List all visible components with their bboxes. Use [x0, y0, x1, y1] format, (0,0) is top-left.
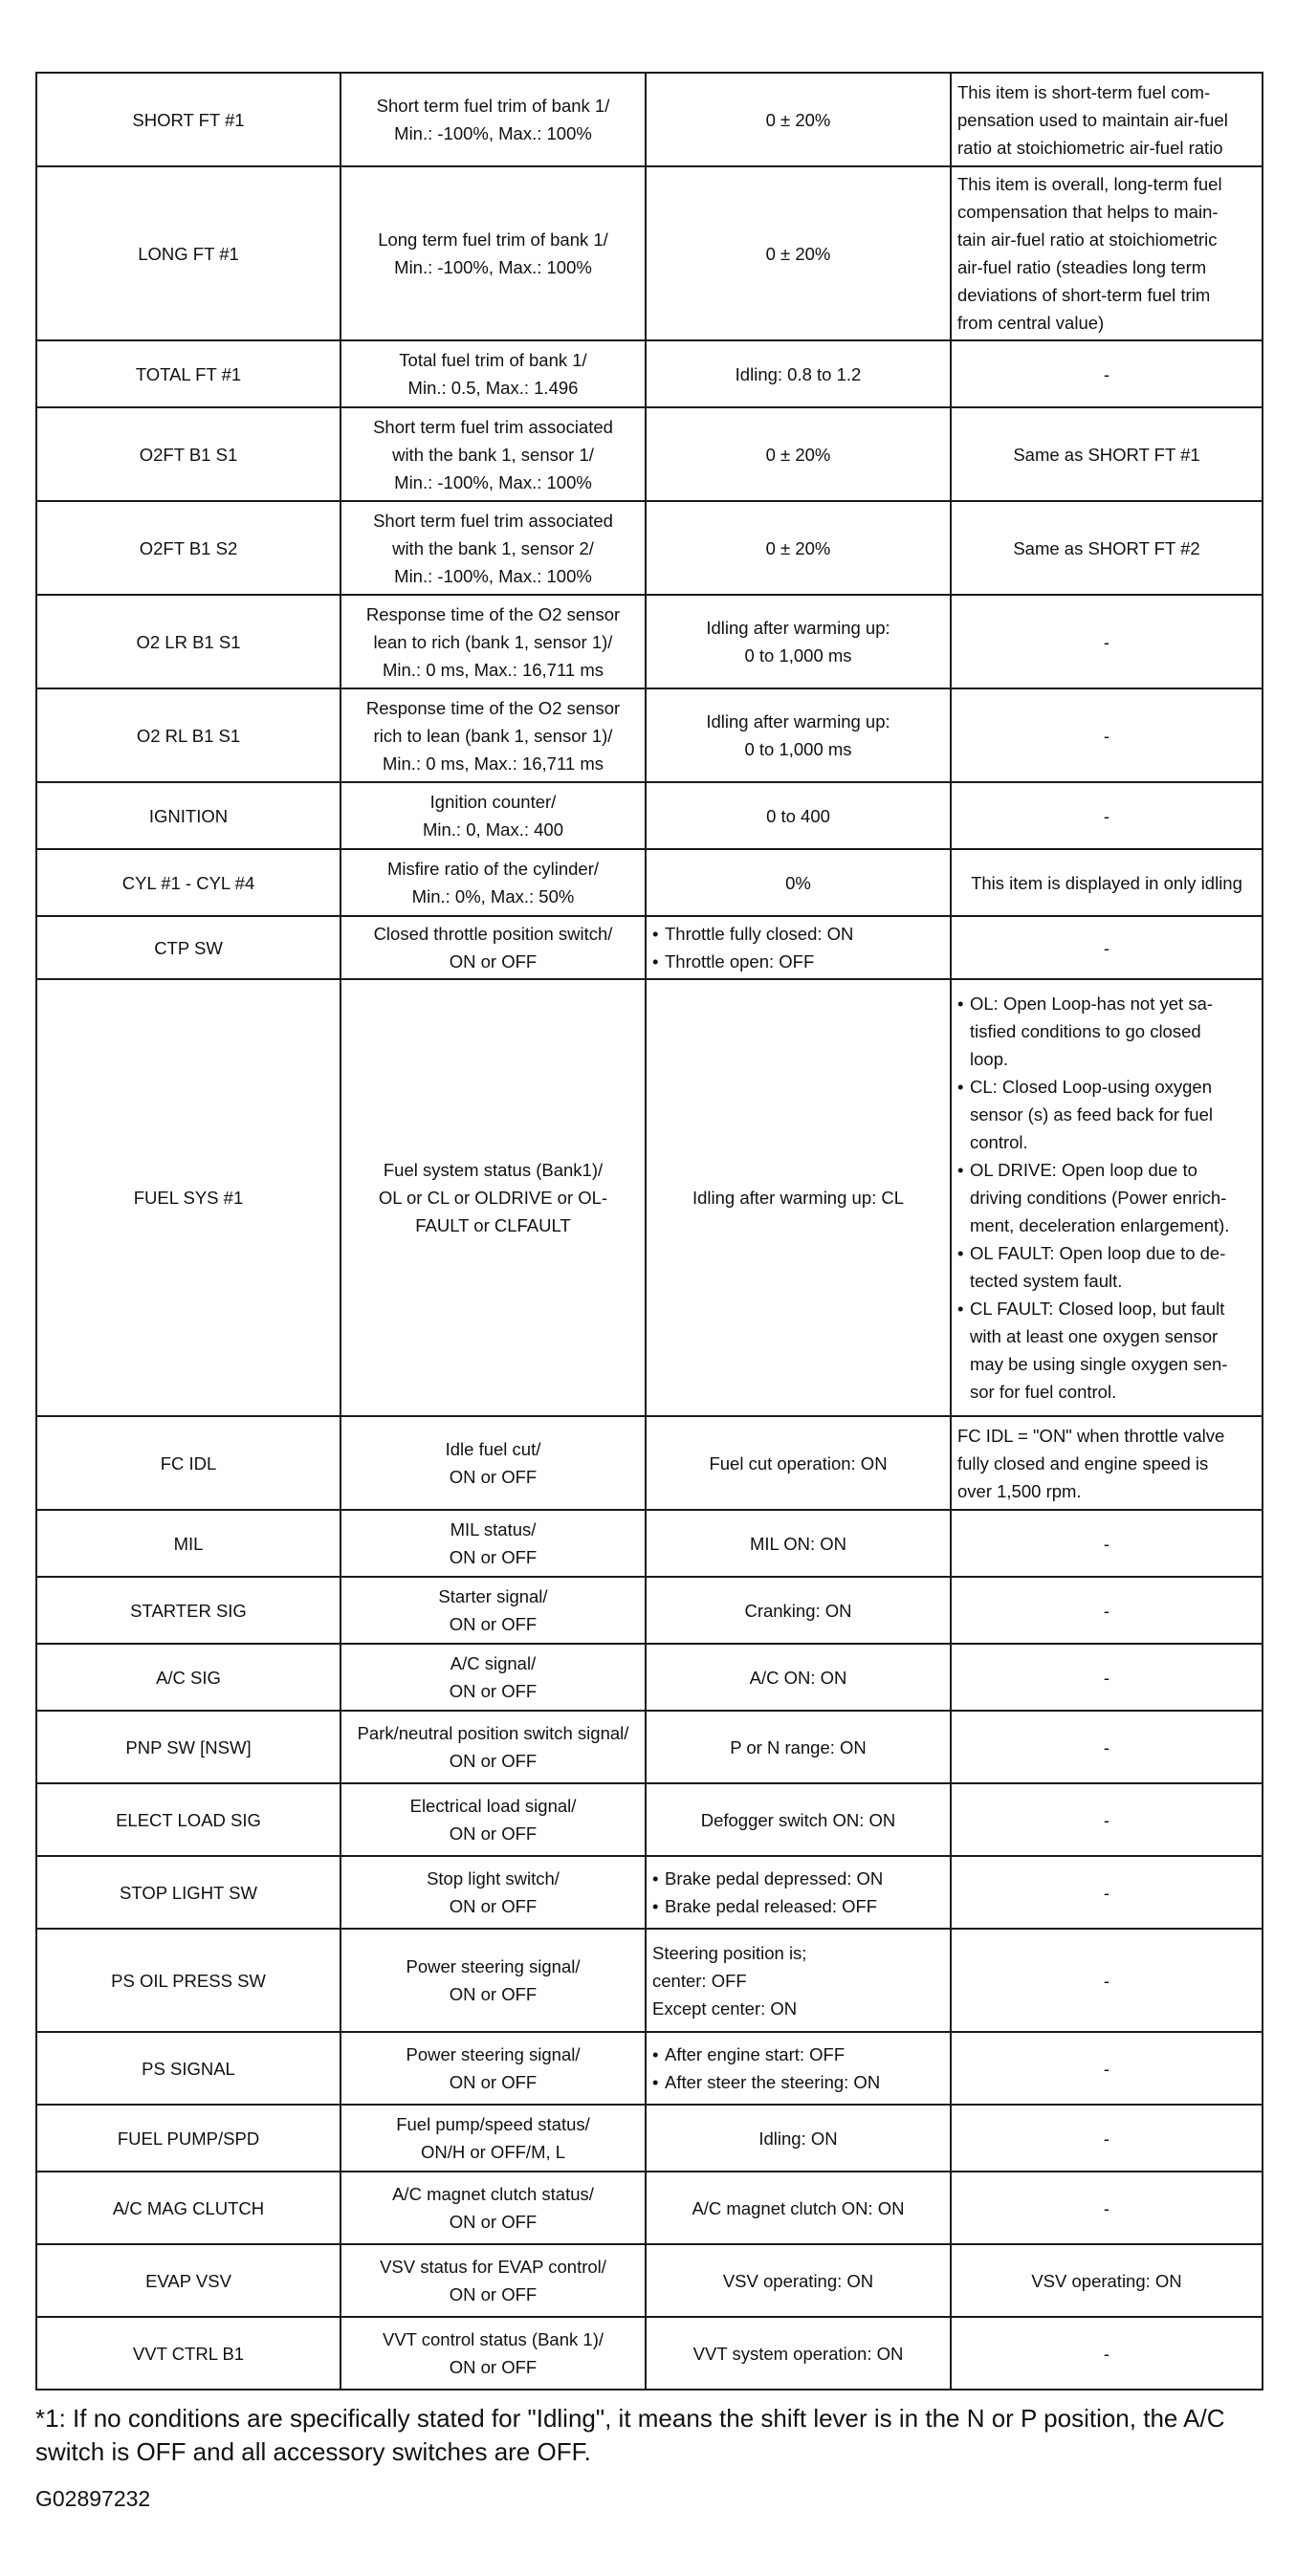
diagnostic-note-cell: [951, 782, 1263, 849]
normal-condition-line: Cranking: ON: [744, 1600, 852, 1621]
measurement-range-cell: [340, 782, 646, 849]
measurement-range-line: A/C signal/: [450, 1653, 537, 1673]
diagnostic-note-line: -: [1103, 631, 1110, 652]
normal-condition-cell: [646, 979, 951, 1416]
normal-condition-cell: [646, 2172, 951, 2244]
diagnostic-note-line: • CL: Closed Loop-using oxygen: [970, 1077, 1212, 1097]
data-list-table: [35, 72, 1263, 2390]
diagnostic-note-line: -: [1103, 2197, 1110, 2218]
measurement-range-line: Long term fuel trim of bank 1/: [378, 229, 608, 250]
table-row: [36, 2105, 1263, 2172]
normal-condition-line: 0 ± 20%: [765, 243, 831, 264]
normal-condition-cell: [646, 73, 951, 166]
measurement-range-line: ON or OFF: [449, 1751, 538, 1771]
item-name-cell: CTP SW: [36, 916, 340, 979]
measurement-range-cell: [340, 2172, 646, 2244]
measurement-range-cell: [340, 1577, 646, 1644]
normal-condition-line: VSV operating: ON: [722, 2270, 874, 2291]
item-name-cell: LONG FT #1: [36, 166, 340, 340]
table-row: [36, 501, 1263, 595]
item-name-cell: EVAP VSV: [36, 2244, 340, 2317]
diagnostic-note-line: tisfied conditions to go closed: [970, 1021, 1201, 1041]
measurement-range-cell: [340, 73, 646, 166]
item-name-cell: FUEL PUMP/SPD: [36, 2105, 340, 2172]
normal-condition-cell: [646, 595, 951, 688]
normal-condition-line: VVT system operation: ON: [692, 2343, 904, 2364]
diagnostic-note-cell: [951, 2244, 1263, 2317]
item-name-cell: FUEL SYS #1: [36, 979, 340, 1416]
diagnostic-note-line: -: [1103, 1809, 1110, 1830]
measurement-range-line: Electrical load signal/: [409, 1796, 577, 1816]
measurement-range-line: Min.: 0.5, Max.: 1.496: [407, 378, 579, 398]
footnote-line: *1: If no conditions are specifically stated for "Idling", it means the shift lever is in the N or P position, the A/C: [35, 2404, 1225, 2433]
measurement-range-line: A/C magnet clutch status/: [392, 2184, 594, 2204]
diagnostic-note-bullet: [957, 1295, 1256, 1406]
diagnostic-note-line: may be using single oxygen sen-: [970, 1354, 1228, 1374]
measurement-range-cell: [340, 595, 646, 688]
diagnostic-note-line: -: [1103, 1970, 1110, 1991]
measurement-range-line: Min.: -100%, Max.: 100%: [394, 471, 592, 492]
measurement-range-cell: [340, 1510, 646, 1577]
item-name-cell: TOTAL FT #1: [36, 340, 340, 407]
measurement-range-cell: [340, 1711, 646, 1783]
diagnostic-note-line: -: [1103, 1736, 1110, 1757]
item-name-cell: PS SIGNAL: [36, 2032, 340, 2105]
normal-condition-cell: [646, 1577, 951, 1644]
measurement-range-line: Starter signal/: [438, 1586, 548, 1606]
measurement-range-line: Min.: 0%, Max.: 50%: [411, 886, 575, 906]
table-row: [36, 1929, 1263, 2032]
measurement-range-line: OL or CL or OLDRIVE or OL-: [378, 1188, 608, 1208]
measurement-range-line: ON or OFF: [449, 1547, 538, 1567]
normal-condition-line: MIL ON: ON: [749, 1533, 847, 1554]
normal-condition-bullet: • Brake pedal released: OFF: [652, 1892, 944, 1920]
diagnostic-note-line: -: [1103, 2343, 1110, 2364]
measurement-range-cell: [340, 2244, 646, 2317]
normal-condition-bullet-list: [652, 920, 944, 975]
normal-condition-cell: [646, 2244, 951, 2317]
diagnostic-note-cell: [951, 916, 1263, 979]
diagnostic-note-cell: [951, 166, 1263, 340]
normal-condition-line: 0 to 400: [766, 805, 830, 826]
measurement-range-cell: [340, 688, 646, 782]
diagnostic-note-bullet: [957, 1156, 1256, 1239]
diagnostic-note-line: -: [1103, 1533, 1110, 1554]
measurement-range-cell: [340, 916, 646, 979]
diagnostic-note-cell: [951, 73, 1263, 166]
measurement-range-line: Response time of the O2 sensor: [365, 603, 621, 624]
measurement-range-line: Misfire ratio of the cylinder/: [386, 859, 600, 879]
diagnostic-note-cell: [951, 849, 1263, 916]
measurement-range-line: Closed throttle position switch/: [373, 924, 613, 944]
diagnostic-note-line: over 1,500 rpm.: [957, 1480, 1082, 1501]
diagnostic-note-cell: [951, 2172, 1263, 2244]
measurement-range-line: Short term fuel trim associated: [373, 510, 613, 531]
footnote-line: switch is OFF and all accessory switches are OFF.: [35, 2437, 591, 2466]
measurement-range-line: Stop light switch/: [427, 1868, 560, 1888]
measurement-range-cell: [340, 340, 646, 407]
normal-condition-line: 0 to 1,000 ms: [744, 645, 852, 666]
diagnostic-note-line: -: [1103, 2128, 1110, 2149]
diagnostic-note-line: • OL DRIVE: Open loop due to: [970, 1160, 1197, 1180]
measurement-range-line: ON or OFF: [449, 2357, 538, 2377]
diagnostic-note-line: compensation that helps to main-: [957, 202, 1219, 222]
measurement-range-cell: [340, 1783, 646, 1856]
measurement-range-line: ON or OFF: [449, 2284, 538, 2304]
table-row: [36, 1856, 1263, 1929]
normal-condition-line: Idling after warming up:: [706, 711, 890, 731]
measurement-range-line: FAULT or CLFAULT: [415, 1215, 571, 1235]
diagnostic-note-cell: [951, 501, 1263, 595]
diagnostic-note-line: loop.: [970, 1049, 1009, 1069]
diagnostic-note-line: FC IDL = "ON" when throttle valve: [957, 1425, 1225, 1446]
normal-condition-cell: [646, 916, 951, 979]
diagnostic-note-cell: [951, 595, 1263, 688]
measurement-range-line: ON or OFF: [449, 1823, 538, 1844]
diagnostic-note-line: -: [1103, 937, 1110, 958]
item-name-cell: STOP LIGHT SW: [36, 1856, 340, 1929]
measurement-range-cell: [340, 1856, 646, 1929]
normal-condition-cell: [646, 340, 951, 407]
table-row: [36, 407, 1263, 501]
measurement-range-line: lean to rich (bank 1, sensor 1)/: [373, 631, 613, 652]
table-row: [36, 2317, 1263, 2390]
measurement-range-line: Response time of the O2 sensor: [365, 697, 621, 718]
diagnostic-note-cell: [951, 2032, 1263, 2105]
diagnostic-note-cell: [951, 2317, 1263, 2390]
diagnostic-note-line: fully closed and engine speed is: [957, 1452, 1209, 1474]
normal-condition-line: A/C magnet clutch ON: ON: [692, 2197, 905, 2218]
diagnostic-note-line: driving conditions (Power enrich-: [970, 1188, 1227, 1208]
diagnostic-note-line: sensor (s) as feed back for fuel: [970, 1104, 1213, 1124]
table-row: [36, 849, 1263, 916]
measurement-range-cell: [340, 2032, 646, 2105]
diagnostic-note-line: deviations of short-term fuel trim: [957, 285, 1211, 305]
normal-condition-cell: [646, 1510, 951, 1577]
item-name-cell: STARTER SIG: [36, 1577, 340, 1644]
normal-condition-cell: [646, 166, 951, 340]
measurement-range-cell: [340, 1416, 646, 1510]
diagnostic-note-line: pensation used to maintain air-fuel: [957, 109, 1228, 130]
normal-condition-bullet-list: [652, 1865, 944, 1920]
normal-condition-bullet: • After steer the steering: ON: [652, 2068, 944, 2096]
normal-condition-line: A/C ON: ON: [749, 1667, 847, 1688]
normal-condition-cell: [646, 688, 951, 782]
diagnostic-note-cell: [951, 979, 1263, 1416]
measurement-range-line: Min.: 0, Max.: 400: [422, 819, 564, 840]
normal-condition-line: 0 ± 20%: [765, 109, 831, 130]
table-row: [36, 1783, 1263, 1856]
item-name-cell: MIL: [36, 1510, 340, 1577]
diagnostic-note-line: -: [1103, 1667, 1110, 1688]
normal-condition-cell: [646, 849, 951, 916]
table-row: [36, 1711, 1263, 1783]
normal-condition-line: 0 ± 20%: [765, 444, 831, 465]
table-row: [36, 916, 1263, 979]
measurement-range-line: Min.: -100%, Max.: 100%: [394, 565, 592, 586]
table-row: [36, 1577, 1263, 1644]
diagnostic-note-line: VSV operating: ON: [1031, 2270, 1182, 2291]
normal-condition-line: 0 to 1,000 ms: [744, 739, 852, 759]
measurement-range-cell: [340, 166, 646, 340]
measurement-range-line: ON or OFF: [449, 2072, 538, 2092]
diagnostic-note-cell: [951, 2105, 1263, 2172]
item-name-cell: O2 LR B1 S1: [36, 595, 340, 688]
diagnostic-note-line: This item is short-term fuel com-: [957, 81, 1211, 102]
item-name-cell: IGNITION: [36, 782, 340, 849]
measurement-range-line: VVT control status (Bank 1)/: [382, 2329, 604, 2349]
table-row: [36, 340, 1263, 407]
measurement-range-cell: [340, 1644, 646, 1711]
normal-condition-cell: [646, 2032, 951, 2105]
measurement-range-line: Power steering signal/: [406, 1956, 581, 1976]
measurement-range-line: VSV status for EVAP control/: [380, 2257, 606, 2277]
diagnostic-note-line: ratio at stoichiometric air-fuel ratio: [957, 137, 1223, 158]
normal-condition-bullet: • After engine start: OFF: [652, 2041, 944, 2068]
diagnostic-note-line: -: [1103, 1600, 1110, 1621]
normal-condition-bullet-list: [652, 2041, 944, 2096]
normal-condition-line: Steering position is;: [652, 1942, 807, 1963]
item-name-cell: A/C SIG: [36, 1644, 340, 1711]
measurement-range-cell: [340, 407, 646, 501]
normal-condition-cell: [646, 2317, 951, 2390]
normal-condition-line: center: OFF: [652, 1970, 747, 1991]
normal-condition-cell: [646, 1783, 951, 1856]
normal-condition-cell: [646, 782, 951, 849]
normal-condition-line: 0%: [785, 872, 811, 893]
normal-condition-cell: [646, 2105, 951, 2172]
diagnostic-note-list: [957, 990, 1256, 1406]
normal-condition-line: Idling after warming up:: [706, 618, 890, 638]
normal-condition-line: Idling: ON: [758, 2128, 838, 2149]
measurement-range-cell: [340, 979, 646, 1416]
measurement-range-line: Fuel pump/speed status/: [396, 2114, 590, 2134]
item-name-cell: O2 RL B1 S1: [36, 688, 340, 782]
diagnostic-note-cell: [951, 1510, 1263, 1577]
table-row: [36, 782, 1263, 849]
diagnostic-note-line: Same as SHORT FT #1: [1013, 444, 1200, 465]
diagnostic-note-line: -: [1103, 805, 1110, 826]
diagnostic-note-cell: [951, 1711, 1263, 1783]
table-row: [36, 2032, 1263, 2105]
diagnostic-note-line: -: [1103, 725, 1110, 746]
diagnostic-note-line: This item is displayed in only idling: [971, 872, 1242, 893]
diagnostic-note-cell: [951, 1644, 1263, 1711]
figure-id: G02897232: [35, 2486, 151, 2511]
normal-condition-line: P or N range: ON: [730, 1736, 867, 1757]
normal-condition-bullet: • Brake pedal depressed: ON: [652, 1865, 944, 1892]
normal-condition-line: Except center: ON: [652, 1997, 798, 2019]
diagnostic-note-bullet: [957, 990, 1256, 1073]
diagnostic-note-line: -: [1103, 363, 1110, 384]
data-list-body: [36, 73, 1263, 2390]
table-row: [36, 1644, 1263, 1711]
diagnostic-note-cell: [951, 340, 1263, 407]
measurement-range-line: Min.: 0 ms, Max.: 16,711 ms: [383, 659, 604, 680]
item-name-cell: FC IDL: [36, 1416, 340, 1510]
diagnostic-note-line: • CL FAULT: Closed loop, but fault: [970, 1299, 1225, 1319]
diagnostic-note-bullet: [957, 1239, 1256, 1295]
measurement-range-line: Min.: -100%, Max.: 100%: [394, 123, 592, 143]
normal-condition-cell: [646, 1856, 951, 1929]
measurement-range-line: Fuel system status (Bank1)/: [383, 1160, 604, 1180]
measurement-range-line: ON or OFF: [449, 1614, 538, 1634]
measurement-range-line: Short term fuel trim of bank 1/: [376, 96, 610, 116]
diagnostic-note-line: air-fuel ratio (steadies long term: [957, 257, 1207, 277]
item-name-cell: O2FT B1 S1: [36, 407, 340, 501]
table-row: [36, 73, 1263, 166]
diagnostic-note-line: ment, deceleration enlargement).: [970, 1215, 1230, 1235]
table-row: [36, 595, 1263, 688]
measurement-range-line: rich to lean (bank 1, sensor 1)/: [373, 725, 613, 746]
item-name-cell: PS OIL PRESS SW: [36, 1929, 340, 2032]
diagnostic-note-cell: [951, 1416, 1263, 1510]
measurement-range-line: ON or OFF: [449, 951, 538, 971]
diagnostic-note-line: • OL FAULT: Open loop due to de-: [970, 1243, 1226, 1263]
measurement-range-line: Short term fuel trim associated: [373, 416, 613, 437]
diagnostic-note-cell: [951, 688, 1263, 782]
measurement-range-cell: [340, 2317, 646, 2390]
diagnostic-note-cell: [951, 1577, 1263, 1644]
item-name-cell: O2FT B1 S2: [36, 501, 340, 595]
measurement-range-line: Min.: 0 ms, Max.: 16,711 ms: [383, 753, 604, 774]
diagnostic-note-bullet: [957, 1073, 1256, 1156]
normal-condition-cell: [646, 1929, 951, 2032]
normal-condition-cell: [646, 1416, 951, 1510]
item-name-cell: A/C MAG CLUTCH: [36, 2172, 340, 2244]
measurement-range-line: with the bank 1, sensor 1/: [392, 444, 594, 465]
table-row: [36, 1416, 1263, 1510]
measurement-range-line: Power steering signal/: [406, 2044, 581, 2064]
diagnostic-note-line: sor for fuel control.: [970, 1382, 1117, 1402]
measurement-range-line: ON/H or OFF/M, L: [420, 2142, 566, 2162]
table-row: [36, 688, 1263, 782]
normal-condition-cell: [646, 501, 951, 595]
measurement-range-line: with the bank 1, sensor 2/: [392, 537, 594, 558]
measurement-range-line: ON or OFF: [449, 1681, 538, 1701]
normal-condition-cell: [646, 1711, 951, 1783]
diagnostic-note-line: -: [1103, 1882, 1110, 1903]
measurement-range-line: ON or OFF: [449, 1467, 538, 1487]
measurement-range-line: ON or OFF: [449, 1896, 538, 1916]
footnote: [35, 2402, 1269, 2469]
normal-condition-cell: [646, 1644, 951, 1711]
measurement-range-cell: [340, 501, 646, 595]
table-row: [36, 2172, 1263, 2244]
table-row: [36, 2244, 1263, 2317]
normal-condition-bullet: • Throttle fully closed: ON: [652, 920, 944, 948]
measurement-range-line: ON or OFF: [449, 2212, 538, 2232]
normal-condition-cell: [646, 407, 951, 501]
normal-condition-line: Defogger switch ON: ON: [700, 1809, 896, 1830]
diagnostic-note-line: from central value): [957, 313, 1105, 333]
diagnostic-note-line: Same as SHORT FT #2: [1013, 537, 1200, 558]
table-row: [36, 166, 1263, 340]
diagnostic-note-line: • OL: Open Loop-has not yet sa-: [970, 993, 1214, 1014]
measurement-range-line: ON or OFF: [449, 1984, 538, 2004]
measurement-range-cell: [340, 2105, 646, 2172]
measurement-range-line: Min.: -100%, Max.: 100%: [394, 257, 592, 277]
measurement-range-line: Total fuel trim of bank 1/: [399, 350, 587, 370]
diagnostic-note-cell: [951, 1783, 1263, 1856]
item-name-cell: CYL #1 - CYL #4: [36, 849, 340, 916]
table-row: [36, 1510, 1263, 1577]
normal-condition-line: Idling: 0.8 to 1.2: [735, 363, 862, 384]
measurement-range-cell: [340, 849, 646, 916]
diagnostic-note-line: control.: [970, 1132, 1028, 1152]
measurement-range-line: Park/neutral position switch signal/: [357, 1723, 629, 1743]
normal-condition-line: 0 ± 20%: [765, 537, 831, 558]
table-row: [36, 979, 1263, 1416]
data-list-sheet: [35, 72, 1262, 2390]
measurement-range-cell: [340, 1929, 646, 2032]
diagnostic-note-cell: [951, 1856, 1263, 1929]
item-name-cell: SHORT FT #1: [36, 73, 340, 166]
item-name-cell: ELECT LOAD SIG: [36, 1783, 340, 1856]
normal-condition-line: Idling after warming up: CL: [692, 1188, 905, 1208]
diagnostic-note-line: -: [1103, 2058, 1110, 2079]
normal-condition-line: Fuel cut operation: ON: [709, 1452, 888, 1474]
normal-condition-bullet: • Throttle open: OFF: [652, 948, 944, 975]
item-name-cell: PNP SW [NSW]: [36, 1711, 340, 1783]
diagnostic-note-line: with at least one oxygen sensor: [970, 1326, 1219, 1346]
measurement-range-line: Idle fuel cut/: [445, 1439, 541, 1459]
measurement-range-line: Ignition counter/: [429, 792, 557, 812]
diagnostic-note-line: tected system fault.: [970, 1271, 1123, 1291]
diagnostic-note-cell: [951, 407, 1263, 501]
measurement-range-line: MIL status/: [450, 1519, 537, 1539]
item-name-cell: VVT CTRL B1: [36, 2317, 340, 2390]
diagnostic-note-line: tain air-fuel ratio at stoichiometric: [957, 229, 1218, 250]
diagnostic-note-cell: [951, 1929, 1263, 2032]
diagnostic-note-line: This item is overall, long-term fuel: [957, 174, 1222, 194]
